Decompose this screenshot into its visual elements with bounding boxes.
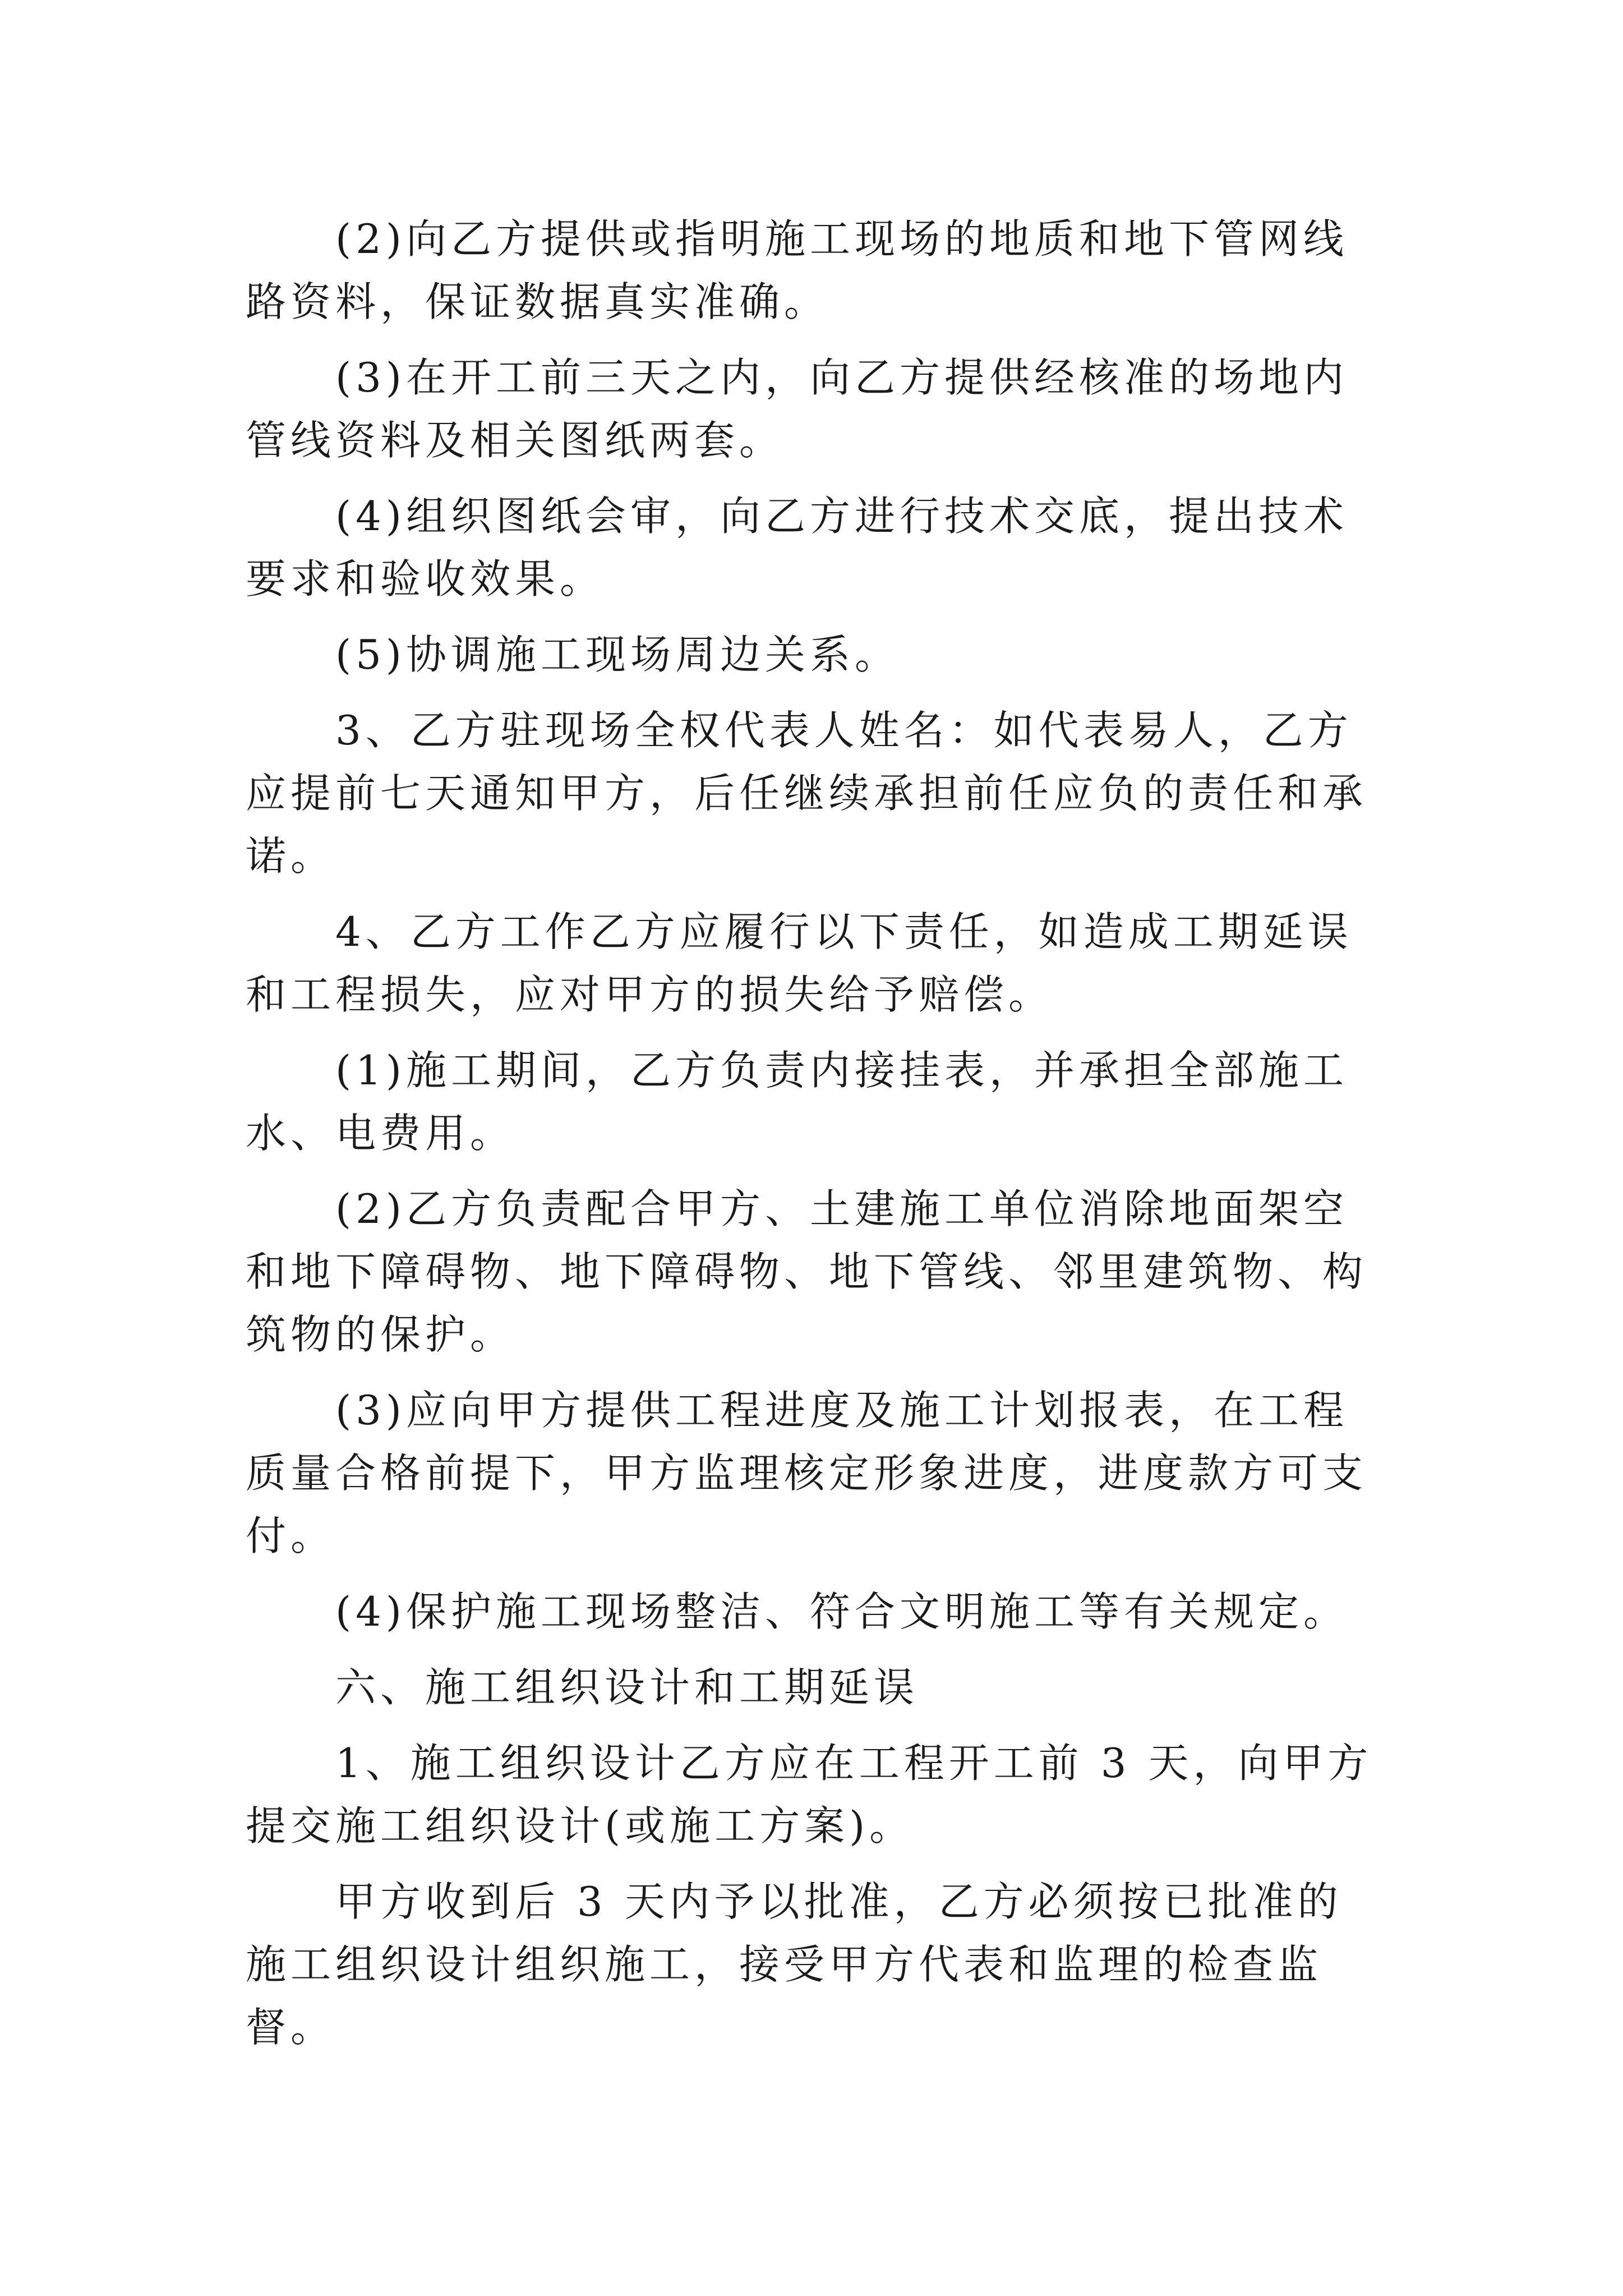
paragraph: (3)在开工前三天之内，向乙方提供经核准的场地内管线资料及相关图纸两套。 — [246, 354, 1348, 464]
document-body — [246, 208, 1378, 2072]
section-heading: 六、施工组织设计和工期延误 — [335, 1664, 919, 1711]
paragraph: (1)施工期间，乙方负责内接挂表，并承担全部施工水、电费用。 — [246, 1047, 1348, 1157]
paragraph: 3、乙方驻现场全权代表人姓名：如代表易人，乙方应提前七天通知甲方，后任继续承担前任应负的责任和承诺。 — [246, 707, 1368, 880]
paragraph: 4、乙方工作乙方应履行以下责任，如造成工期延误和工程损失，应对甲方的损失给予赔偿。 — [246, 908, 1353, 1018]
paragraph: (4)组织图纸会审，向乙方进行技术交底，提出技术要求和验收效果。 — [246, 493, 1348, 602]
paragraph: (4)保护施工现场整洁、符合文明施工等有关规定。 — [335, 1588, 1348, 1635]
paragraph: (5)协调施工现场周边关系。 — [335, 631, 900, 678]
paragraph: (2)乙方负责配合甲方、土建施工单位消除地面架空和地下障碍物、地下障碍物、地下管线、邻里建筑物、构筑物的保护。 — [246, 1185, 1368, 1358]
paragraph: 1、施工组织设计乙方应在工程开工前 3 天，向甲方提交施工组织设计(或施工方案)。 — [246, 1740, 1373, 1849]
paragraph: 甲方收到后 3 天内予以批准，乙方必须按已批准的施工组织设计组织施工，接受甲方代表和监理的检查监督。 — [246, 1878, 1343, 2051]
paragraph: (2)向乙方提供或指明施工现场的地质和地下管网线路资料，保证数据真实准确。 — [246, 215, 1348, 325]
paragraph: (3)应向甲方提供工程进度及施工计划报表，在工程质量合格前提下，甲方监理核定形象进度，进度款方可支付。 — [246, 1387, 1368, 1559]
